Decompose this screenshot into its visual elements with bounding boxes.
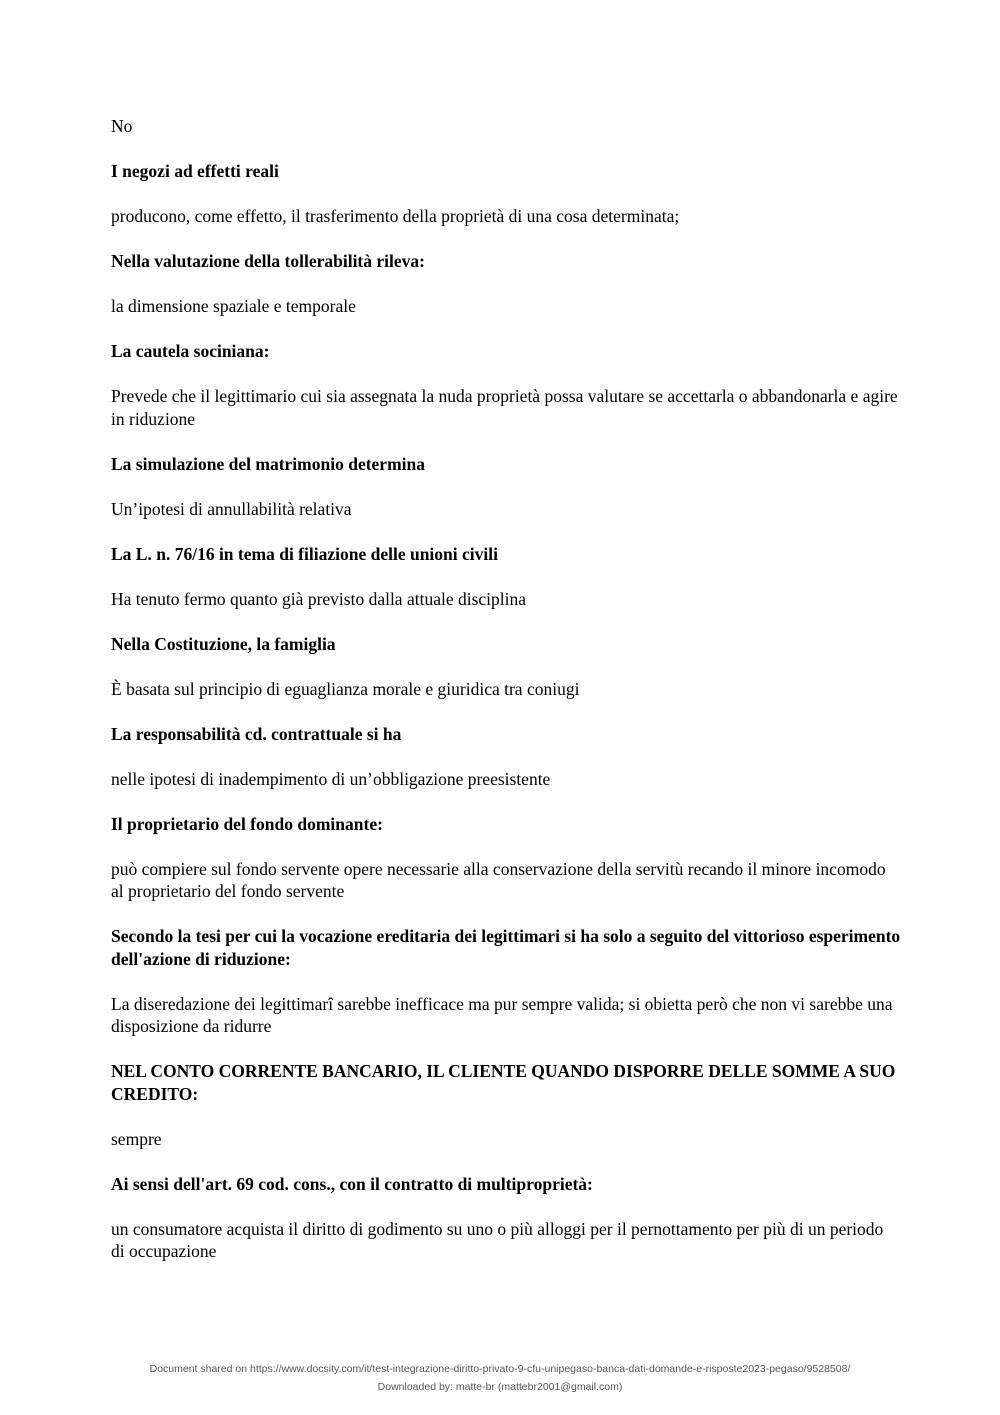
footer-shared-url[interactable]: Document shared on https://www.docsity.com/it/test-integrazione-diritto-privato-9-cfu-unipegaso-banca-dati-domande-e-risposte2023-pegaso/9528508/	[149, 1363, 851, 1375]
question-text: Ai sensi dell'art. 69 cod. cons., con il contratto di multiproprietà:	[111, 1173, 593, 1194]
question-text: La L. n. 76/16 in tema di filiazione delle unioni civili	[111, 543, 498, 564]
answer-text: producono, come effetto, il trasferimento della proprietà di una cosa determinata;	[111, 206, 680, 226]
footer-downloaded-by: Downloaded by: matte-br (mattebr2001@gmail.com)	[377, 1381, 623, 1393]
question-text: Il proprietario del fondo dominante:	[111, 813, 383, 834]
answer-text: un consumatore acquista il diritto di godimento su uno o più alloggi per il pernottamento per più di un periodo di occupazione	[111, 1218, 884, 1261]
question-text: I negozi ad effetti reali	[111, 161, 279, 181]
answer-text: nelle ipotesi di inadempimento di un’obbligazione preesistente	[111, 768, 551, 789]
answer-text: può compiere sul fondo servente opere necessarie alla conservazione della servitù recando il minore incomodo al proprietario del fondo servente	[111, 858, 886, 901]
question-text: NEL CONTO CORRENTE BANCARIO, IL CLIENTE QUANDO DISPORRE DELLE SOMME A SUO CREDITO:	[111, 1061, 896, 1104]
answer-text: la dimensione spaziale e temporale	[111, 296, 356, 316]
qa-content	[111, 115, 901, 1263]
question-text: Secondo la tesi per cui la vocazione ereditaria dei legittimari si ha solo a seguito del vittorioso esperimento dell'azione di riduzione:	[111, 926, 901, 969]
answer-text: È basata sul principio di eguaglianza morale e giuridica tra coniugi	[111, 678, 580, 699]
question-text: Nella valutazione della tollerabilità rileva:	[111, 251, 425, 271]
answer-text: Un’ipotesi di annullabilità relativa	[111, 498, 352, 519]
answer-text: Prevede che il legittimario cui sia assegnata la nuda proprietà possa valutare se accettarla o abbandonarla e agire in riduzione	[111, 386, 898, 429]
question-text: La cautela sociniana:	[111, 341, 270, 361]
question-text: La simulazione del matrimonio determina	[111, 453, 426, 474]
question-text: Nella Costituzione, la famiglia	[111, 633, 336, 654]
answer-text: La diseredazione dei legittimarî sarebbe inefficace ma pur sempre valida; si obietta però che non vi sarebbe una disposizione da ridurre	[111, 993, 893, 1036]
answer-text: No	[111, 116, 133, 136]
question-text: La responsabilità cd. contrattuale si ha	[111, 723, 402, 744]
answer-text: sempre	[111, 1128, 162, 1149]
answer-text: Ha tenuto fermo quanto già previsto dalla attuale disciplina	[111, 588, 527, 609]
